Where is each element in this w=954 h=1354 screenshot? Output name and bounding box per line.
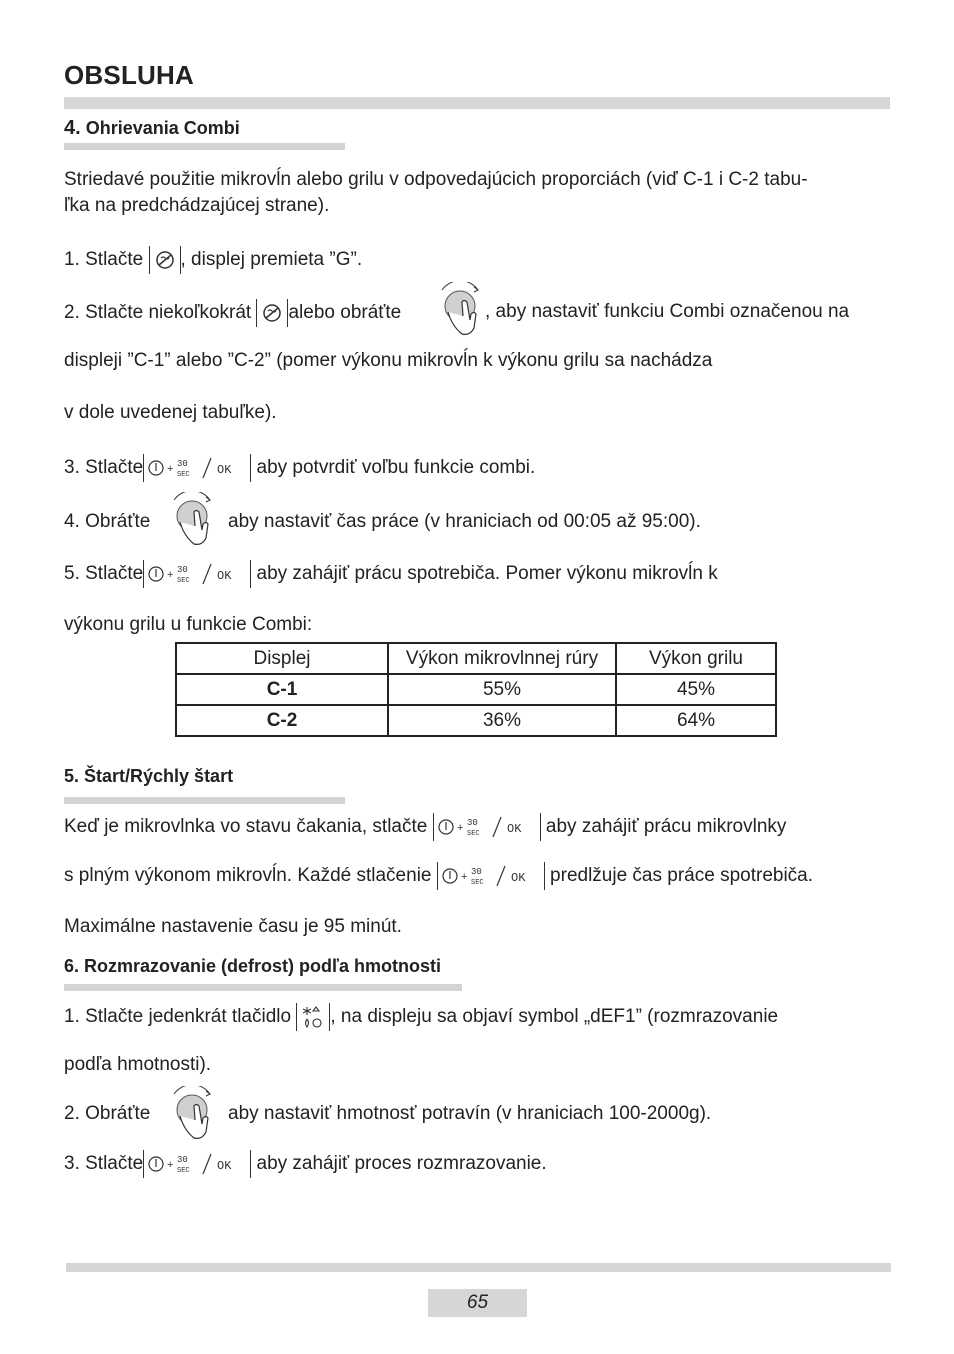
- sec30-bottom-glyph: SEC: [177, 471, 190, 479]
- combi-intro-2: ľka na predchádzajúcej strane).: [64, 195, 330, 216]
- step-text: aby zahájiť proces rozmrazovanie.: [256, 1153, 547, 1175]
- step-text: aby zahájiť prácu mikrovlnky: [545, 816, 787, 838]
- combi-intro-1: Striedavé použitie mikrovĺn alebo grilu v odpovedajúcich proporciách (viď C-1 i C-2 tabu-: [64, 169, 808, 190]
- section-underline: [64, 143, 345, 150]
- combi-step-4-label: 4. Obráťte: [64, 511, 151, 532]
- plus-glyph: +: [456, 822, 464, 834]
- rotary-knob-hand-icon: [166, 492, 218, 555]
- ok-glyph: OK: [510, 871, 526, 885]
- step-text: , displej premieta ”G”.: [180, 249, 363, 271]
- table-row: [176, 674, 776, 705]
- defrost-step-1-line2: podľa hmotnosti).: [64, 1054, 212, 1075]
- defrost-step-2-text: aby nastaviť hmotnosť potravín (v hraniciach 100-2000g).: [228, 1103, 712, 1124]
- page-number: 65: [428, 1289, 527, 1317]
- step-text: , na displeju sa objaví symbol „dEF1” (rozmrazovanie: [330, 1006, 779, 1028]
- table-header-cell: Výkon grilu: [616, 643, 776, 674]
- sec30-bottom-glyph: SEC: [466, 830, 480, 838]
- step-text: alebo obráťte: [288, 302, 402, 324]
- section-number: 4.: [64, 117, 81, 139]
- combi-ratio-table: [175, 642, 777, 737]
- table-header-row: [176, 643, 776, 674]
- start-30sec-ok-icon: [143, 560, 251, 588]
- step-text: predlžuje čas práce spotrebiča.: [550, 865, 814, 887]
- page-title: OBSLUHA: [64, 60, 194, 90]
- table-cell: C-2: [176, 705, 388, 736]
- sec30-top-glyph: 30: [177, 565, 189, 575]
- combi-step-2-tail: , aby nastaviť funkciu Combi označenou na: [485, 301, 850, 322]
- start-line-1: [64, 813, 786, 841]
- plus-glyph: +: [460, 871, 468, 883]
- combi-step-4-text: aby nastaviť čas práce (v hraniciach od 00:05 až 95:00).: [228, 511, 701, 532]
- step-text: aby zahájiť prácu spotrebiča. Pomer výkonu mikrovĺn k: [256, 563, 718, 585]
- sec30-top-glyph: 30: [177, 459, 189, 469]
- microwave-grill-combi-icon: [149, 246, 181, 274]
- section-title: Ohrievania Combi: [85, 118, 240, 138]
- defrost-weight-icon: [296, 1003, 330, 1031]
- plus-glyph: +: [167, 569, 174, 581]
- step-text: Keď je mikrovlnka vo stavu čakania, stlačte: [64, 816, 428, 838]
- ok-glyph: OK: [217, 1159, 232, 1173]
- ok-glyph: OK: [217, 463, 232, 477]
- section-underline: [64, 984, 462, 991]
- table-row: [176, 705, 776, 736]
- start-30sec-ok-icon: [433, 813, 541, 841]
- step-text: 3. Stlačte: [64, 457, 144, 479]
- combi-step-2: [64, 299, 401, 327]
- start-30sec-ok-icon: [437, 862, 545, 890]
- ok-glyph: OK: [217, 569, 232, 583]
- table-cell: C-1: [176, 674, 388, 705]
- ok-glyph: OK: [506, 822, 522, 836]
- combi-step-5: [64, 560, 718, 588]
- step-text: s plným výkonom mikrovĺn. Každé stlačenie: [64, 865, 432, 887]
- defrost-step-2-label: 2. Obráťte: [64, 1103, 151, 1124]
- step-text: 1. Stlačte: [64, 249, 144, 271]
- table-cell: 64%: [616, 705, 776, 736]
- header-divider: [64, 97, 890, 109]
- section-combi-heading: [64, 117, 240, 140]
- step-text: 5. Stlačte: [64, 563, 144, 585]
- rotary-knob-hand-icon: [166, 1086, 218, 1149]
- table-cell: 36%: [388, 705, 616, 736]
- defrost-step-1: [64, 1003, 778, 1031]
- plus-glyph: +: [167, 1159, 174, 1171]
- combi-step-3: [64, 454, 535, 482]
- table-header-cell: Displej: [176, 643, 388, 674]
- sec30-bottom-glyph: SEC: [177, 577, 190, 585]
- step-text: aby potvrdiť voľbu funkcie combi.: [256, 457, 536, 479]
- footer-divider: [66, 1263, 891, 1272]
- combi-step-2-line3: v dole uvedenej tabuľke).: [64, 402, 277, 423]
- start-30sec-ok-icon: [143, 1150, 251, 1178]
- sec30-bottom-glyph: SEC: [177, 1167, 190, 1175]
- start-line-3: Maximálne nastavenie času je 95 minút.: [64, 916, 402, 937]
- section-defrost-heading: 6. Rozmrazovanie (defrost) podľa hmotnosti: [64, 956, 441, 976]
- step-text: 2. Stlačte niekoľkokrát: [64, 302, 252, 324]
- section-start-heading: 5. Štart/Rýchly štart: [64, 766, 234, 786]
- start-30sec-ok-icon: [143, 454, 251, 482]
- start-line-2: [64, 862, 813, 890]
- table-cell: 55%: [388, 674, 616, 705]
- combi-step-2-line2: displeji ”C-1” alebo ”C-2” (pomer výkonu mikrovĺn k výkonu grilu sa nachádza: [64, 350, 713, 371]
- step-text: 1. Stlačte jedenkrát tlačidlo: [64, 1006, 292, 1028]
- sec30-top-glyph: 30: [470, 867, 482, 877]
- table-cell: 45%: [616, 674, 776, 705]
- step-text: 3. Stlačte: [64, 1153, 144, 1175]
- section-underline: [64, 797, 345, 804]
- combi-step-1: [64, 246, 362, 274]
- rotary-knob-hand-icon: [434, 282, 486, 345]
- microwave-grill-combi-icon: [256, 299, 288, 327]
- sec30-bottom-glyph: SEC: [470, 879, 484, 887]
- table-header-cell: Výkon mikrovlnnej rúry: [388, 643, 616, 674]
- plus-glyph: +: [167, 463, 174, 475]
- sec30-top-glyph: 30: [466, 818, 478, 828]
- combi-step-5-line2: výkonu grilu u funkcie Combi:: [64, 614, 313, 635]
- sec30-top-glyph: 30: [177, 1155, 189, 1165]
- defrost-step-3: [64, 1150, 547, 1178]
